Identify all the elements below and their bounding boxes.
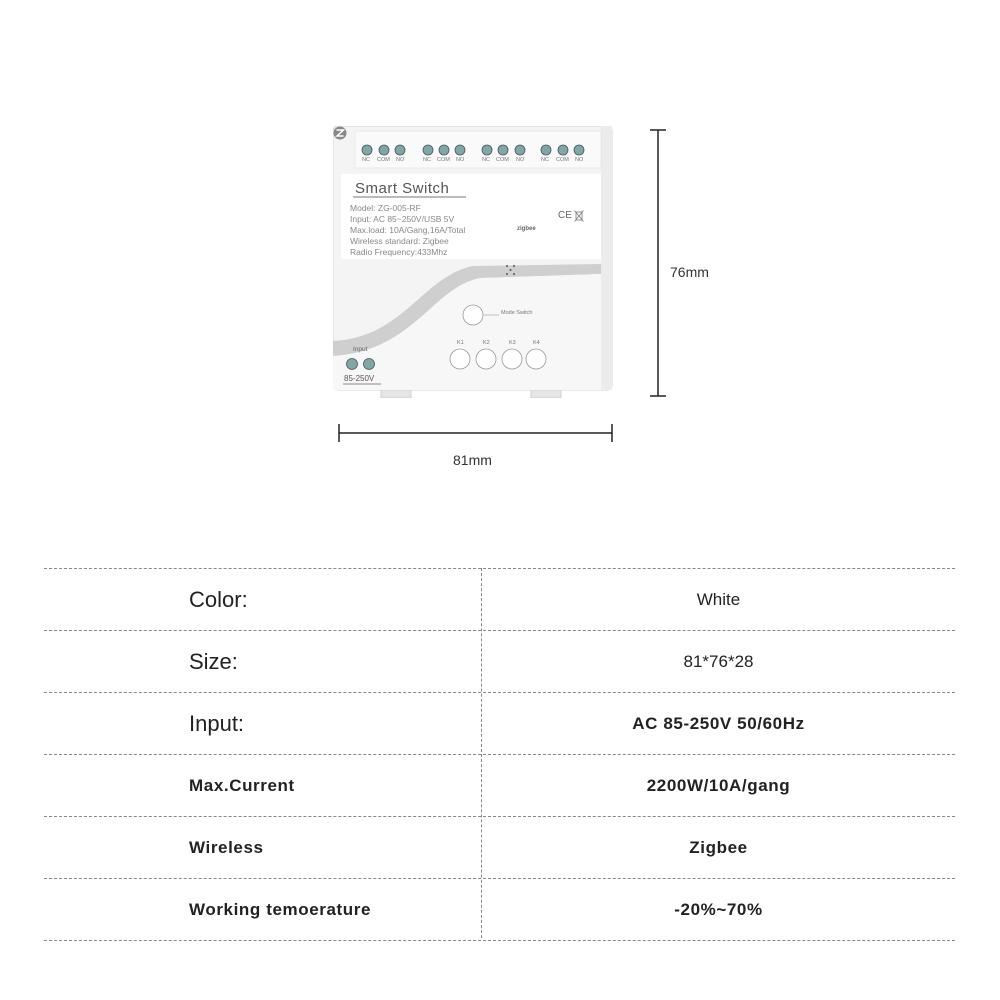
input-label: Input [353,346,368,353]
table-row [44,878,955,941]
ce-mark: CE [558,210,572,221]
table-row [44,568,955,630]
spec-label: Max.Current [189,775,295,795]
width-dimension-label: 81mm [453,452,492,468]
device-spec-wireless: Wireless standard: Zigbee [350,236,449,246]
table-column-divider [481,568,482,938]
table-row [44,754,955,816]
device-spec-input: Input: AC 85~250V/USB 5V [350,214,455,224]
zigbee-logo-text: zigbee [517,226,536,232]
terminal-label: NO [575,157,584,163]
button-label: K3 [509,340,516,346]
terminal-label: COM [556,157,569,163]
spec-value: 2200W/10A/gang [646,775,791,795]
voltage-label: 85-250V [344,374,375,383]
height-dimension-label: 76mm [670,264,709,280]
button-label: K4 [533,340,540,346]
terminal-label: NO [396,157,405,163]
terminal-label: NC [423,157,431,163]
spec-value: -20%~70% [674,899,763,919]
terminal-label: COM [496,157,509,163]
spec-label: Size: [189,648,238,674]
spec-label: Input: [189,710,245,736]
specs-table [44,568,955,941]
table-row [44,816,955,878]
terminal-label: COM [377,157,390,163]
terminal-label: NC [541,157,549,163]
spec-label: Working temoerature [189,899,372,919]
device-spec-model: Model: ZG-005-RF [350,203,421,213]
terminal-label: NO [516,157,525,163]
button-label: K1 [457,340,464,346]
spec-label: Color: [189,586,248,612]
terminal-label: NC [362,157,370,163]
spec-value: AC 85-250V 50/60Hz [632,713,805,733]
table-row [44,692,955,754]
table-row [44,630,955,692]
terminal-label: NC [482,157,490,163]
device-spec-maxload: Max.load: 10A/Gang,16A/Total [350,225,466,235]
mode-switch-label: Mode Switch [501,310,533,316]
spec-value: Zigbee [689,837,748,857]
terminal-label: NO [456,157,465,163]
device-spec-radio: Radio Frequency:433Mhz [350,247,448,257]
device-title: Smart Switch [355,180,450,197]
button-label: K2 [483,340,490,346]
dimension-lines-graphic [0,0,1000,480]
spec-label: Wireless [189,837,264,857]
spec-value: 81*76*28 [683,651,754,671]
terminal-label: COM [437,157,450,163]
spec-value: White [696,589,741,609]
